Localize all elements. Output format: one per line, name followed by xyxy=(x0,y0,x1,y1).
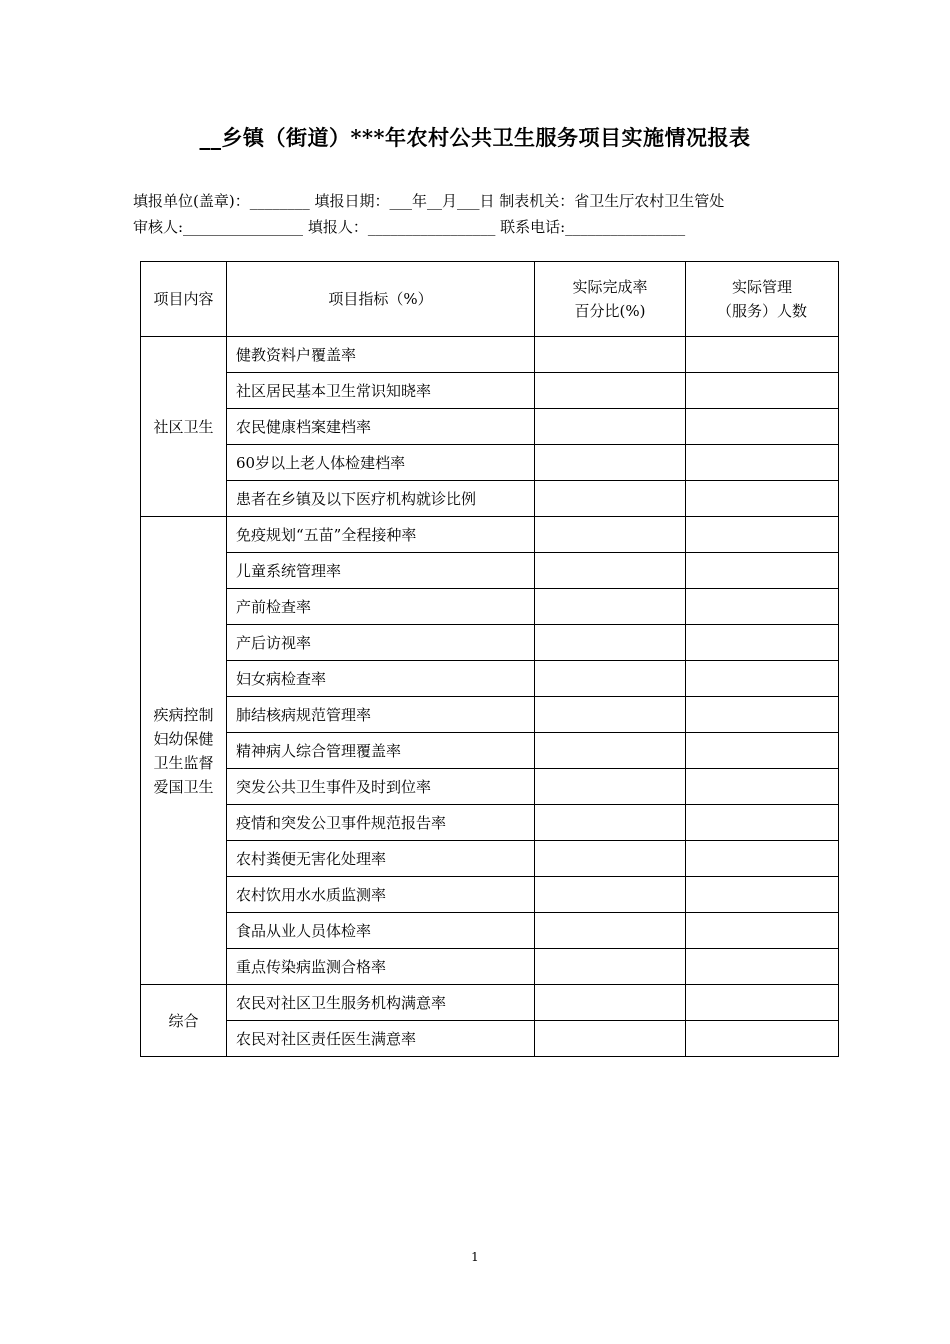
managed-count-cell[interactable] xyxy=(686,769,839,805)
header-completion-rate: 实际完成率 百分比(%) xyxy=(535,262,686,337)
indicator-cell: 肺结核病规范管理率 xyxy=(227,697,535,733)
indicator-cell: 产前检查率 xyxy=(227,589,535,625)
category-cell xyxy=(141,517,227,985)
table-row xyxy=(141,841,839,877)
completion-rate-cell[interactable] xyxy=(535,949,686,985)
table-row xyxy=(141,661,839,697)
indicator-cell: 疫情和突发公卫事件规范报告率 xyxy=(227,805,535,841)
table-row xyxy=(141,805,839,841)
category-label: 卫生监督 xyxy=(153,753,214,772)
managed-count-cell[interactable] xyxy=(686,1021,839,1057)
form-info-line-2: 审核人:________________ 填报人：_________________ 联系电话:________________ xyxy=(133,218,686,236)
managed-count-cell[interactable] xyxy=(686,949,839,985)
managed-count-cell[interactable] xyxy=(686,805,839,841)
managed-count-cell[interactable] xyxy=(686,409,839,445)
completion-rate-cell[interactable] xyxy=(535,589,686,625)
table-row xyxy=(141,445,839,481)
completion-rate-cell[interactable] xyxy=(535,877,686,913)
indicator-cell: 农民健康档案建档率 xyxy=(227,409,535,445)
report-table xyxy=(140,261,839,1057)
indicator-cell: 食品从业人员体检率 xyxy=(227,913,535,949)
indicator-cell: 农民对社区责任医生满意率 xyxy=(227,1021,535,1057)
table-row xyxy=(141,481,839,517)
indicator-cell: 重点传染病监测合格率 xyxy=(227,949,535,985)
indicator-cell: 农村饮用水水质监测率 xyxy=(227,877,535,913)
table-row xyxy=(141,589,839,625)
indicator-cell: 产后访视率 xyxy=(227,625,535,661)
managed-count-cell[interactable] xyxy=(686,733,839,769)
table-row xyxy=(141,517,839,553)
managed-count-cell[interactable] xyxy=(686,913,839,949)
completion-rate-cell[interactable] xyxy=(535,697,686,733)
completion-rate-cell[interactable] xyxy=(535,769,686,805)
managed-count-cell[interactable] xyxy=(686,841,839,877)
table-row xyxy=(141,949,839,985)
managed-count-cell[interactable] xyxy=(686,589,839,625)
header-managed-count: 实际管理 （服务）人数 xyxy=(686,262,839,337)
table-row xyxy=(141,913,839,949)
managed-count-cell[interactable] xyxy=(686,337,839,373)
completion-rate-cell[interactable] xyxy=(535,1021,686,1057)
indicator-cell: 社区居民基本卫生常识知晓率 xyxy=(227,373,535,409)
completion-rate-cell[interactable] xyxy=(535,481,686,517)
managed-count-cell[interactable] xyxy=(686,481,839,517)
completion-rate-cell[interactable] xyxy=(535,733,686,769)
managed-count-cell[interactable] xyxy=(686,877,839,913)
table-row xyxy=(141,373,839,409)
indicator-cell: 健教资料户覆盖率 xyxy=(227,337,535,373)
completion-rate-cell[interactable] xyxy=(535,409,686,445)
managed-count-cell[interactable] xyxy=(686,985,839,1021)
indicator-cell: 60岁以上老人体检建档率 xyxy=(227,445,535,481)
table-row xyxy=(141,337,839,373)
report-title: __乡镇（街道）***年农村公共卫生服务项目实施情况报表 xyxy=(199,125,751,150)
indicator-cell: 免疫规划“五苗”全程接种率 xyxy=(227,517,535,553)
indicator-cell: 突发公共卫生事件及时到位率 xyxy=(227,769,535,805)
completion-rate-cell[interactable] xyxy=(535,913,686,949)
managed-count-cell[interactable] xyxy=(686,445,839,481)
table-row xyxy=(141,553,839,589)
category-label: 综合 xyxy=(168,1011,199,1030)
managed-count-cell[interactable] xyxy=(686,625,839,661)
form-info-line-1: 填报单位(盖章)：________ 填报日期：___年__月___日 制表机关：省卫生厅农村卫生管处 xyxy=(133,192,725,210)
managed-count-cell[interactable] xyxy=(686,517,839,553)
category-label: 妇幼保健 xyxy=(153,729,214,748)
table-row xyxy=(141,1021,839,1057)
table-row xyxy=(141,625,839,661)
managed-count-cell[interactable] xyxy=(686,661,839,697)
managed-count-cell[interactable] xyxy=(686,553,839,589)
completion-rate-cell[interactable] xyxy=(535,625,686,661)
indicator-cell: 妇女病检查率 xyxy=(227,661,535,697)
completion-rate-cell[interactable] xyxy=(535,337,686,373)
completion-rate-cell[interactable] xyxy=(535,661,686,697)
completion-rate-cell[interactable] xyxy=(535,985,686,1021)
completion-rate-cell[interactable] xyxy=(535,841,686,877)
header-indicator: 项目指标（%） xyxy=(227,262,535,337)
managed-count-cell[interactable] xyxy=(686,373,839,409)
completion-rate-cell[interactable] xyxy=(535,373,686,409)
indicator-cell: 儿童系统管理率 xyxy=(227,553,535,589)
category-cell xyxy=(141,985,227,1057)
page-number: 1 xyxy=(471,1250,479,1264)
completion-rate-cell[interactable] xyxy=(535,553,686,589)
table-row xyxy=(141,697,839,733)
category-cell xyxy=(141,337,227,517)
completion-rate-cell[interactable] xyxy=(535,445,686,481)
table-row xyxy=(141,877,839,913)
table-row xyxy=(141,769,839,805)
managed-count-cell[interactable] xyxy=(686,697,839,733)
indicator-cell: 精神病人综合管理覆盖率 xyxy=(227,733,535,769)
completion-rate-cell[interactable] xyxy=(535,805,686,841)
table-row xyxy=(141,409,839,445)
table-header-row xyxy=(141,262,839,337)
indicator-cell: 农民对社区卫生服务机构满意率 xyxy=(227,985,535,1021)
indicator-cell: 农村粪便无害化处理率 xyxy=(227,841,535,877)
category-label: 爱国卫生 xyxy=(153,777,214,796)
header-category: 项目内容 xyxy=(141,262,227,337)
category-label: 社区卫生 xyxy=(153,417,214,436)
category-label: 疾病控制 xyxy=(153,705,214,724)
indicator-cell: 患者在乡镇及以下医疗机构就诊比例 xyxy=(227,481,535,517)
table-row xyxy=(141,985,839,1021)
completion-rate-cell[interactable] xyxy=(535,517,686,553)
table-row xyxy=(141,733,839,769)
